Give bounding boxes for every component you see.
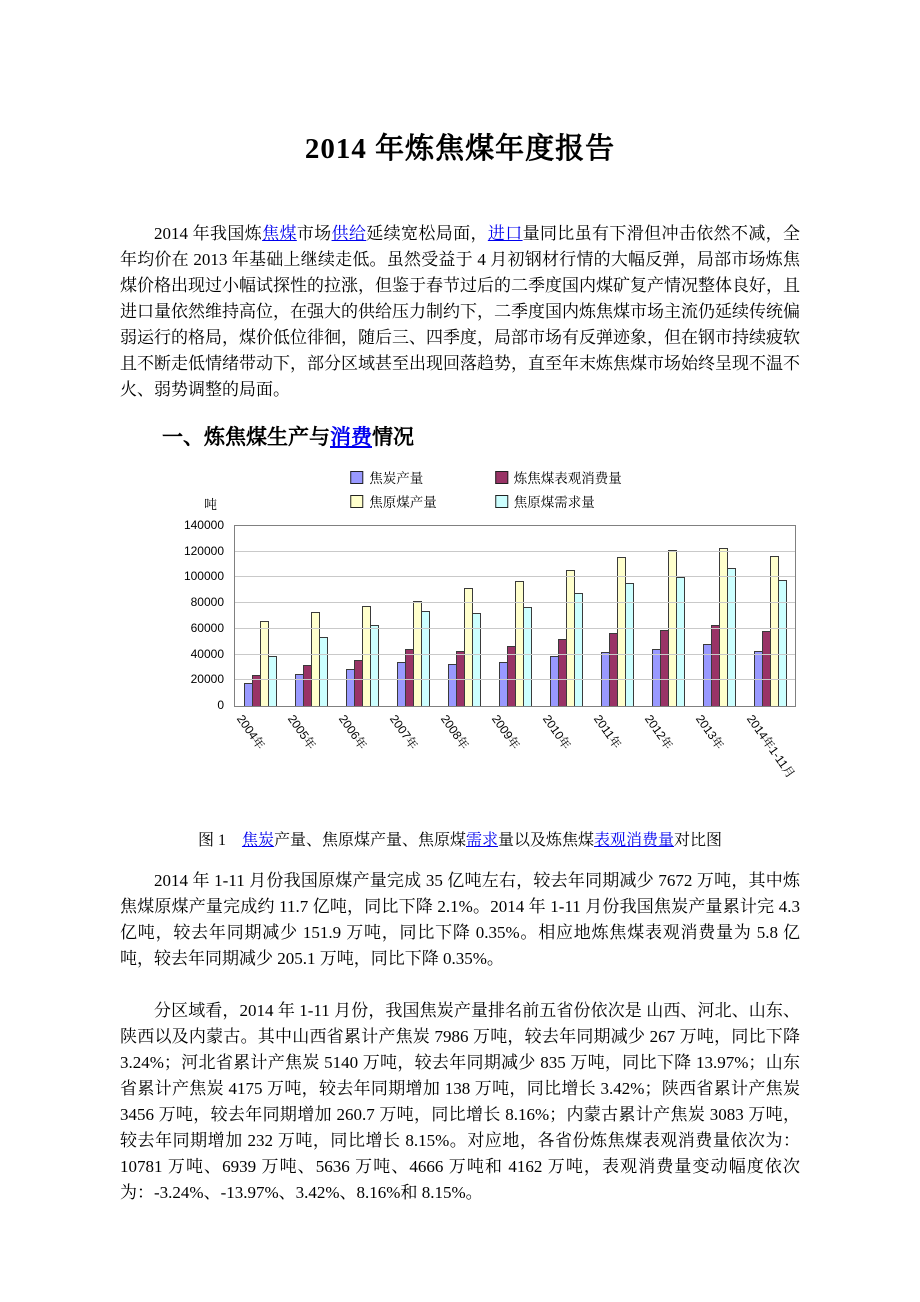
gridline [235, 551, 795, 552]
paragraph-production: 2014 年 1-11 月份我国原煤产量完成 35 亿吨左右，较去年同期减少 7672 万吨，其中炼焦煤原煤产量完成约 11.7 亿吨，同比下降 2.1%。2014 年 1-11 月份我国焦炭产量累计完 4.3 亿吨，较去年同期减少 151.9 万吨，同比下降 0.35%。相应地炼焦煤表观消费量为 5.8 亿吨，较去年同期减少 205.1 万吨，同比下降 0.35%。 [120, 871, 800, 968]
legend-item [350, 467, 437, 487]
x-axis-tick-label: 2006年 [336, 712, 370, 752]
gridline [235, 628, 795, 629]
paragraph-intro [120, 221, 800, 403]
y-axis-tick-label: 140000 [183, 518, 224, 532]
legend-swatch-icon [350, 495, 363, 508]
gridline [235, 576, 795, 577]
chart-legend [350, 467, 622, 511]
bar [676, 577, 685, 706]
text-run: 延续宽松局面， [366, 224, 488, 243]
y-axis-unit-label: 吨 [204, 497, 218, 512]
text-run: 图 1 [197, 832, 242, 849]
bar [778, 580, 787, 706]
x-axis-labels [234, 707, 798, 807]
x-axis-tick-label: 2014年1-11月 [743, 712, 798, 781]
figure-caption [120, 827, 800, 850]
x-axis-tick-label: 2007年 [387, 712, 421, 752]
gridline [235, 679, 795, 680]
hyperlink[interactable]: 进口 [487, 224, 523, 243]
text-run: 对比图 [674, 832, 723, 849]
bar [268, 656, 277, 706]
chart [172, 467, 800, 807]
document-title: 2014 年炼焦煤年度报告 [304, 133, 616, 165]
y-axis-tick-label: 100000 [183, 569, 224, 584]
x-axis-tick-label: 2013年 [692, 712, 727, 752]
hyperlink[interactable]: 表观消费量 [594, 832, 675, 849]
x-axis-tick-label: 2009年 [488, 712, 523, 752]
y-axis-tick-label: 20000 [190, 672, 224, 687]
text-run: 情况 [372, 425, 414, 449]
bar [421, 611, 430, 706]
text-run: 量同比虽有下滑但冲击依然不减，全年均价在 2013 年基础上继续走低。虽然受益于 4 月初钢材行情的大幅反弹，局部市场炼焦煤价格出现过小幅试探性的拉涨，但鉴于春节过后的二季度国内煤矿复产情况整体良好，且进口量依然维持高位，在强大的供给压力制约下，二季度国内炼焦煤市场主流仍延续传统偏弱运行的格局，煤价低位徘徊，随后三、四季度，局部市场有反弹迹象，但在钢市持续疲软且不断走低情绪带动下，部分区域甚至出现回落趋势，直至年末炼焦煤市场始终呈现不温不火、弱势调整的局面。 [120, 224, 801, 399]
text-run: 2014 年我国炼 [154, 224, 263, 243]
y-axis-tick-label: 80000 [190, 595, 224, 610]
bar [574, 593, 583, 706]
y-axis-tick-label: 120000 [183, 543, 224, 558]
plot-area [234, 525, 796, 707]
legend-label: 炼焦煤表观消费量 [513, 471, 622, 486]
y-axis-tick-label: 0 [217, 698, 224, 712]
bar [319, 637, 328, 706]
y-axis [172, 518, 232, 712]
legend-label: 焦原煤需求量 [513, 495, 595, 510]
x-axis-tick-label: 2005年 [285, 712, 319, 752]
y-axis-tick-label: 40000 [190, 646, 224, 661]
x-axis-tick-label: 2011年 [590, 712, 624, 752]
legend-item [350, 491, 437, 511]
hyperlink[interactable]: 焦炭 [241, 832, 274, 849]
bar [727, 568, 736, 706]
gridline [235, 654, 795, 655]
legend-label: 焦原煤产量 [369, 495, 437, 510]
bar [625, 583, 634, 706]
legend-swatch-icon [495, 471, 508, 484]
legend-swatch-icon [350, 471, 363, 484]
legend-label: 焦炭产量 [369, 471, 424, 486]
bar [370, 625, 379, 706]
text-run: 一、炼焦煤生产与 [162, 425, 330, 449]
hyperlink[interactable]: 焦煤 [262, 224, 297, 243]
legend-item [495, 467, 622, 487]
y-axis-tick-label: 60000 [190, 620, 224, 635]
x-axis-tick-label: 2012年 [641, 712, 676, 752]
x-axis-tick-label: 2004年 [234, 712, 269, 752]
x-axis-tick-label: 2010年 [539, 712, 574, 752]
legend-item [495, 491, 622, 511]
x-axis-tick-label: 2008年 [437, 712, 472, 752]
hyperlink[interactable]: 需求 [465, 832, 498, 849]
legend-swatch-icon [495, 495, 508, 508]
text-run: 产量、焦原煤产量、焦原煤 [273, 832, 466, 849]
bar [523, 607, 532, 706]
paragraph-regions: 分区域看，2014 年 1-11 月份，我国焦炭产量排名前五省份依次是 山西、河北、山东、陕西以及内蒙古。其中山西省累计产焦炭 7986 万吨，较去年同期减少 267 万吨，同比下降 3.24%；河北省累计产焦炭 5140 万吨，较去年同期减少 835 万吨，同比下降 13.97%；山东省累计产焦炭 4175 万吨，较去年同期增加 138 万吨，同比增长 3.42%；陕西省累计产焦炭 3456 万吨，较去年同期增加 260.7 万吨，同比增长 8.16%；内蒙古累计产焦炭 3083 万吨，较去年同期增加 232 万吨，同比增长 8.15%。对应地，各省份炼焦煤表观消费量依次为：10781 万吨、6939 万吨、5636 万吨、4666 万吨和 4162 万吨，表观消费量变动幅度依次为：-3.24%、-13.97%、3.42%、8.16%和 8.15%。 [120, 1001, 800, 1202]
section-heading [120, 421, 800, 451]
text-run: 量以及炼焦煤 [498, 832, 595, 849]
gridline [235, 602, 795, 603]
hyperlink[interactable]: 供给 [331, 224, 367, 243]
text-run: 市场 [296, 224, 332, 243]
hyperlink[interactable]: 消费 [330, 425, 372, 449]
